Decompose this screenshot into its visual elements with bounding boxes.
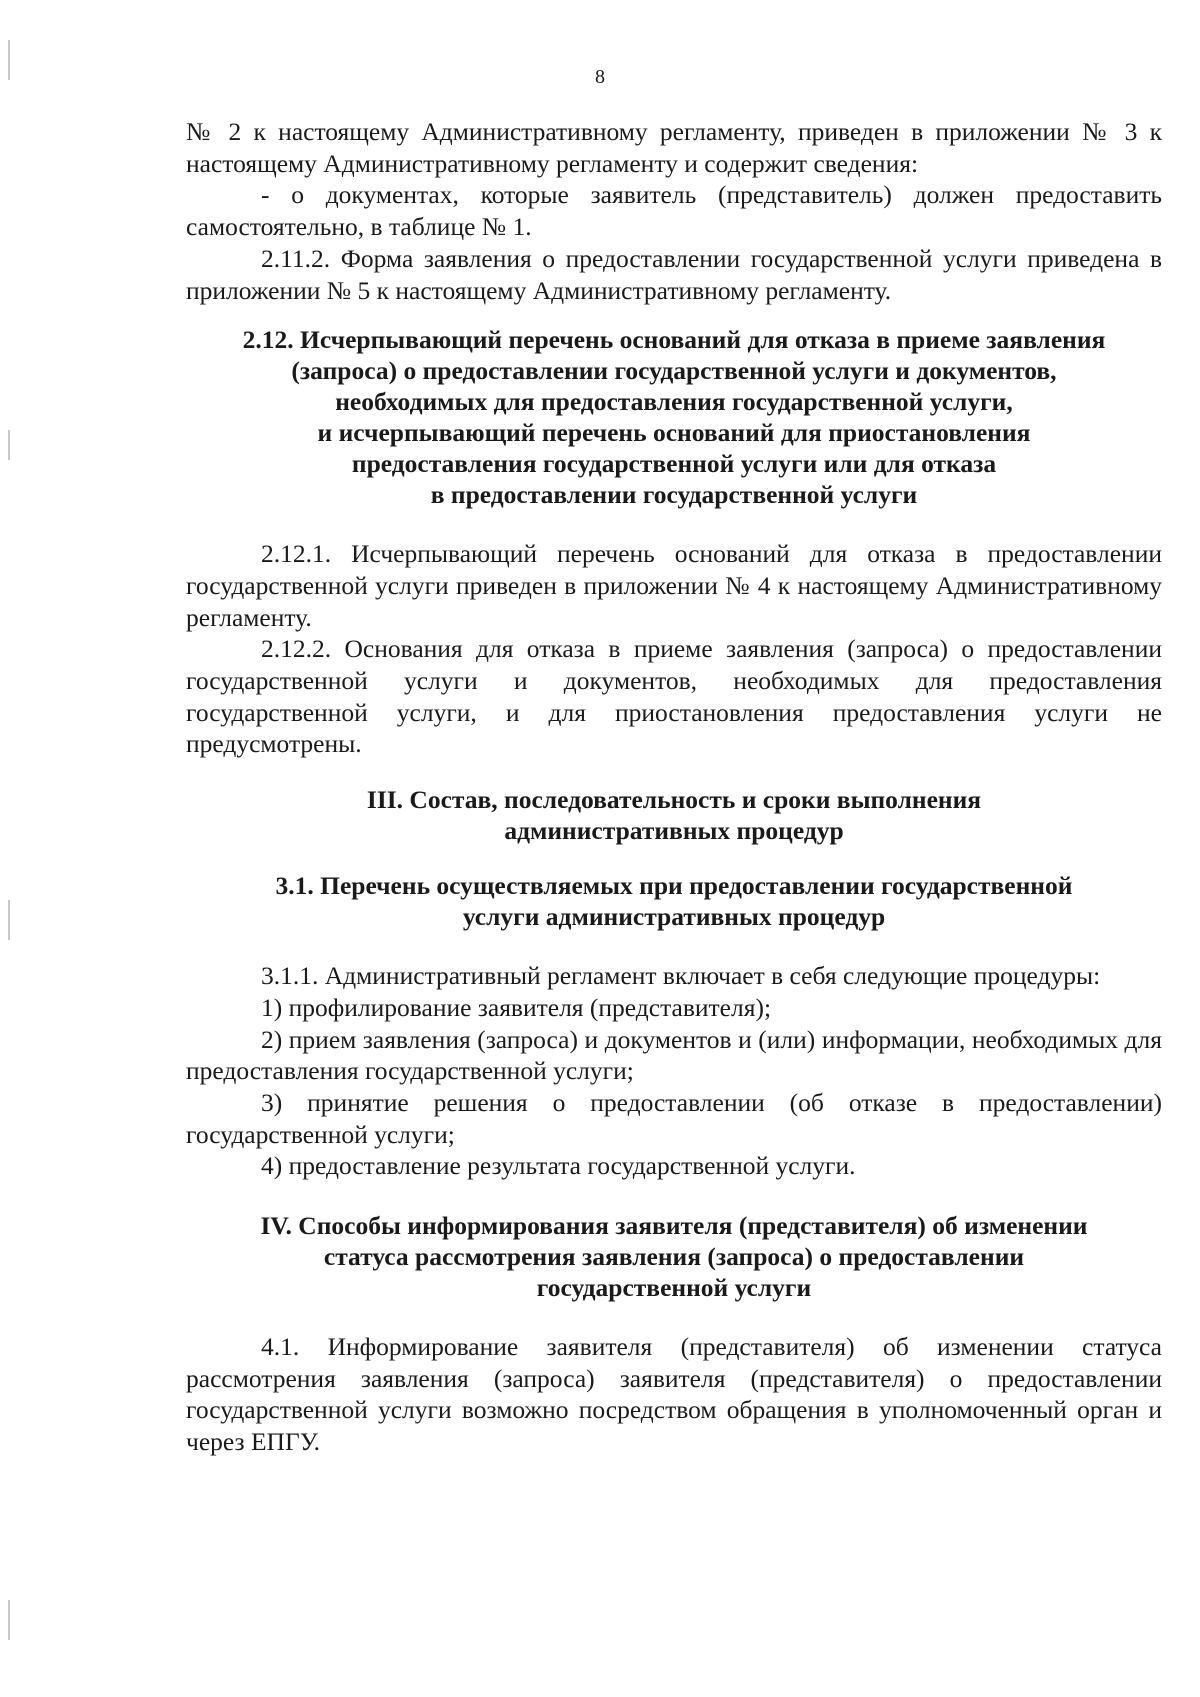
heading-line: услуги административных процедур: [462, 902, 886, 932]
heading-line: административных процедур: [504, 816, 844, 846]
section-heading-2-12: [186, 324, 1162, 510]
scan-margin-mark: [8, 430, 10, 460]
heading-line: III. Состав, последовательность и сроки выполнения: [366, 785, 982, 815]
scan-margin-mark: [8, 900, 10, 940]
list-item: 1) профилирование заявителя (представителя);: [261, 992, 772, 1022]
heading-line: предоставления государственной услуги или для отказа: [351, 449, 997, 479]
paragraph: - о документах, которые заявитель (представитель) должен предоставить самостоятельно, в таблице № 1.: [186, 180, 1162, 242]
heading-line: в предоставлении государственной услуги: [430, 480, 918, 510]
paragraph: 2.12.2. Основания для отказа в приеме заявления (запроса) о предоставлении государственной услуги и документов, необходимых для предоставления государственной услуги, и для приостановления предоставления услуги не предусмотрены.: [186, 634, 1162, 759]
paragraph: 3.1.1. Административный регламент включает в себя следующие процедуры:: [261, 961, 1101, 991]
heading-line: IV. Способы информирования заявителя (представителя) об изменении: [260, 1211, 1088, 1241]
heading-line: необходимых для предоставления государственной услуги,: [335, 387, 1013, 417]
heading-line: государственной услуги: [536, 1273, 812, 1303]
heading-line: (запроса) о предоставлении государственной услуги и документов,: [291, 356, 1057, 386]
scan-margin-mark: [8, 1600, 10, 1640]
heading-line: статуса рассмотрения заявления (запроса) о предоставлении: [323, 1242, 1025, 1272]
page-number: 8: [595, 66, 605, 88]
heading-line: 3.1. Перечень осуществляемых при предоставлении государственной: [275, 871, 1073, 901]
paragraph: 2.12.1. Исчерпывающий перечень оснований для отказа в предоставлении государственной услуги приведен в приложении № 4 к настоящему Административному регламенту.: [186, 539, 1162, 632]
heading-line: 2.12. Исчерпывающий перечень оснований для отказа в приеме заявления: [242, 325, 1106, 355]
paragraph: 2.11.2. Форма заявления о предоставлении государственной услуги приведена в приложении № 5 к настоящему Административному регламенту.: [186, 243, 1162, 305]
section-heading-3-1: [186, 870, 1162, 932]
section-heading-III: [186, 784, 1162, 846]
paragraph: № 2 к настоящему Административному регламенту, приведен в приложении № 3 к настоящему Административному регламенту и содержит сведения:: [186, 117, 1162, 178]
paragraph: 4.1. Информирование заявителя (представителя) об изменении статуса рассмотрения заявления (запроса) заявителя (представителя) о предоставлении государственной услуги возможно посредством обращения в уполномоченный орган и через ЕПГУ.: [186, 1332, 1162, 1457]
section-heading-IV: [186, 1210, 1162, 1303]
list-item: 2) прием заявления (запроса) и документов и (или) информации, необходимых для предоставления государственной услуги;: [186, 1024, 1162, 1086]
heading-line: и исчерпывающий перечень оснований для приостановления: [317, 418, 1031, 448]
list-item: 4) предоставление результата государственной услуги.: [261, 1151, 856, 1181]
list-item: 3) принятие решения о предоставлении (об отказе в предоставлении) государственной услуги;: [186, 1087, 1162, 1149]
document-body: [186, 116, 1162, 1458]
